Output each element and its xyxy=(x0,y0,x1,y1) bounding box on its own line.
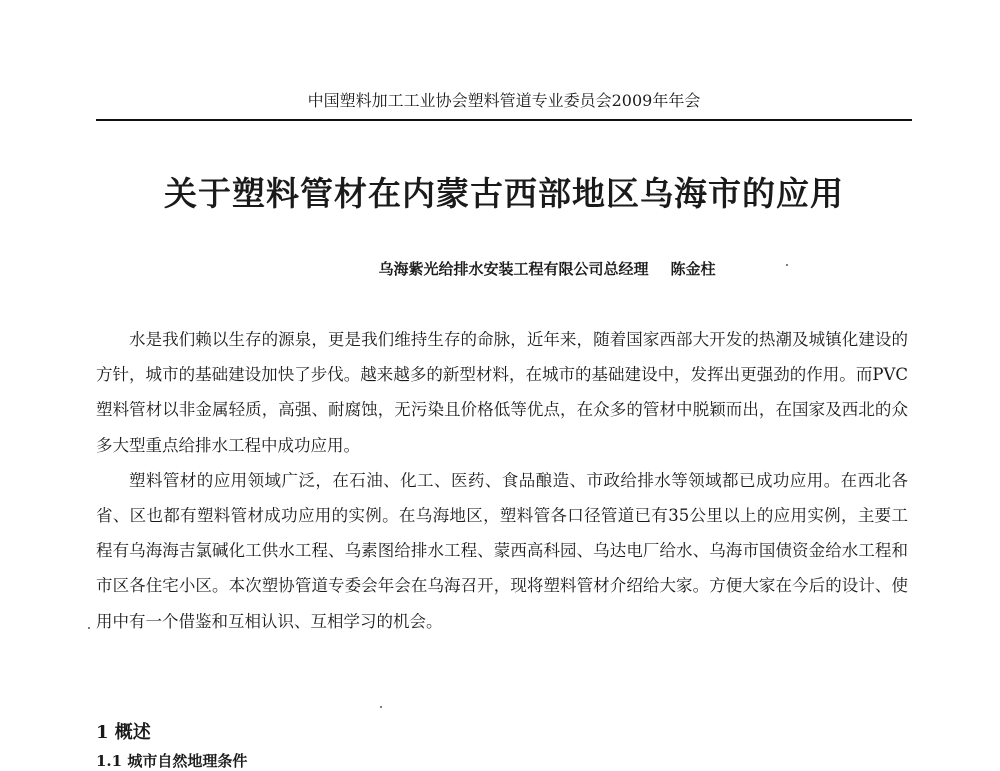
author-line xyxy=(96,258,912,279)
header-rule xyxy=(96,119,912,121)
subsection-heading: 1.1 城市自然地理条件 xyxy=(96,752,248,770)
scan-speck xyxy=(88,627,90,629)
author-name: 陈金柱 xyxy=(670,260,716,278)
body-text xyxy=(96,322,908,639)
scan-speck xyxy=(380,706,382,708)
paragraph-2: 塑料管材的应用领域广泛，在石油、化工、医药、食品酿造、市政给排水等领域都已成功应用。在西北各省、区也都有塑料管材成功应用的实例。在乌海地区，塑料管各口径管道已有35公里以上的应用实例，主要工程有乌海海吉氯碱化工供水工程、乌素图给排水工程、蒙西高科园、乌达电厂给水、乌海市国债资金给水工程和市区各住宅小区。本次塑协管道专委会年会在乌海召开，现将塑料管材介绍给大家。方便大家在今后的设计、使用中有一个借鉴和互相认识、互相学习的机会。 xyxy=(96,470,908,631)
section-heading: 1 概述 xyxy=(96,722,151,743)
paper-title: 关于塑料管材在内蒙古西部地区乌海市的应用 xyxy=(164,174,844,213)
conference-header: 中国塑料加工工业协会塑料管道专业委员会2009年年会 xyxy=(307,91,701,110)
scan-speck xyxy=(786,264,788,266)
author-affiliation: 乌海紫光给排水安装工程有限公司总经理 xyxy=(378,260,649,278)
paragraph-1: 水是我们赖以生存的源泉，更是我们维持生存的命脉，近年来，随着国家西部大开发的热潮及城镇化建设的方针，城市的基础建设加快了步伐。越来越多的新型材料，在城市的基础建设中，发挥出更强劲的作用。而PVC塑料管材以非金属轻质，高强、耐腐蚀，无污染且价格低等优点，在众多的管材中脱颖而出，在国家及西北的众多大型重点给排水工程中成功应用。 xyxy=(96,330,908,455)
